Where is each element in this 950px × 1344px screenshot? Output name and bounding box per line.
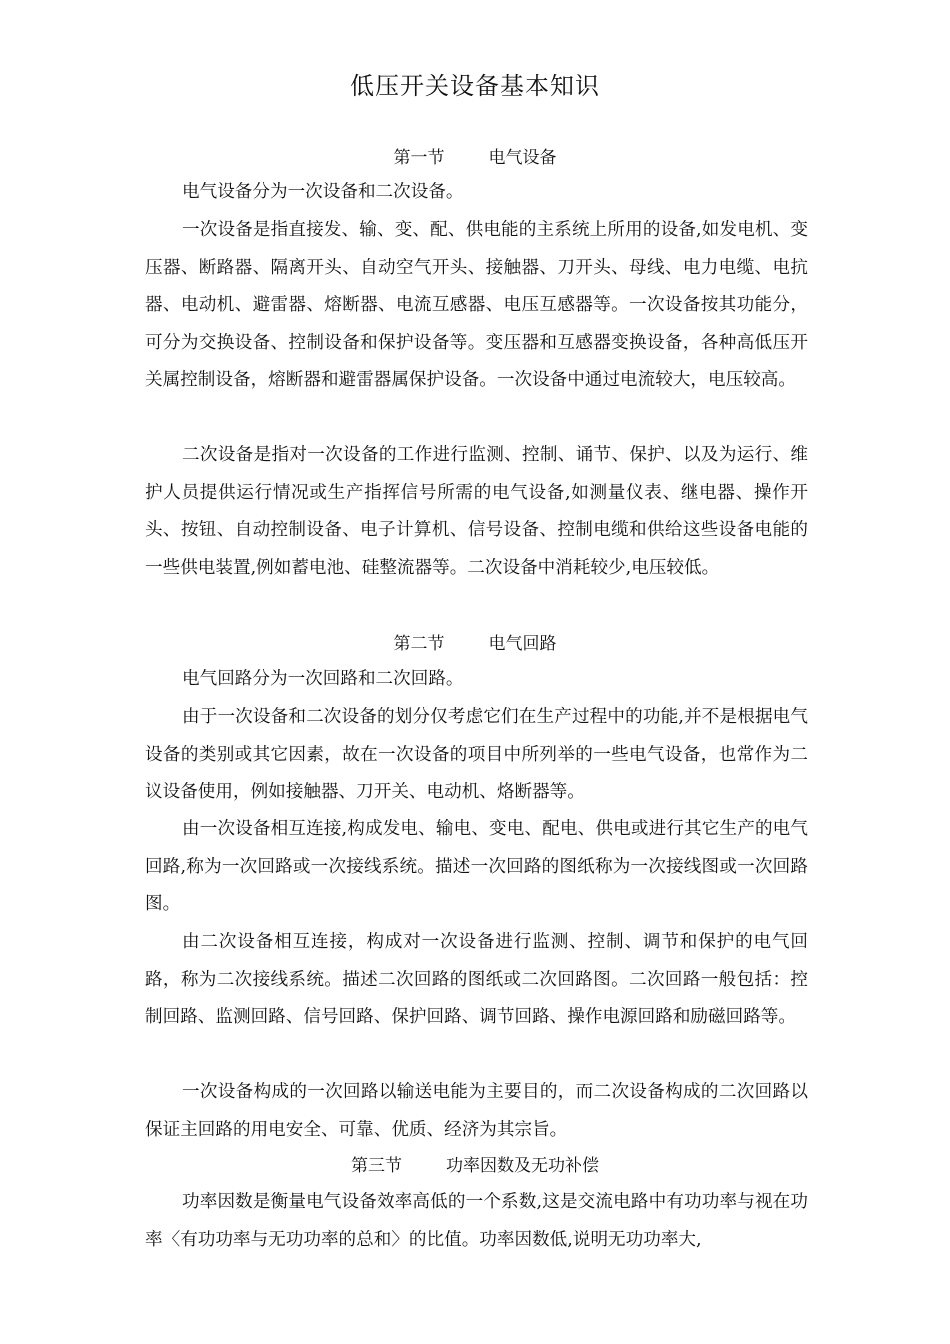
section-3-title: 功率因数及无功补偿 <box>446 1156 599 1176</box>
section-2-paragraph-1: 电气回路分为一次回路和二次回路。 <box>182 669 464 689</box>
section-1-paragraph-3: 二次设备是指对一次设备的工作进行监测、控制、诵节、保护、以及为运行、维护人员提供运行情况或生产指挥信号所需的电气设备,如测量仪表、继电器、操作开头、按钮、自动控制设备、电子计算机、信号设备、控制电缆和供给这些设备电能的一些供电装置,例如蓄电池、硅整流器等。二次设备中消耗较少,电压较低。 <box>145 445 808 578</box>
section-2-paragraph-4: 由二次设备相互连接，构成对一次设备进行监测、控制、调节和保护的电气回路，称为二次接线系统。描述二次回路的图纸或二次回路图。二次回路一般包括：控制回路、监测回路、信号回路、保护回路、调节回路、操作电源回路和励磁回路等。 <box>145 932 808 1027</box>
section-3-heading <box>0 1154 950 1178</box>
document-title: 低压开关设备基本知识 <box>350 72 600 100</box>
section-1-title: 电气设备 <box>488 148 557 168</box>
section-2-paragraph-5: 一次设备构成的一次回路以输送电能为主要目的，而二次设备构成的二次回路以保证主回路的用电安全、可靠、优质、经济为其宗旨。 <box>145 1082 808 1140</box>
section-3-number: 第三节 <box>351 1156 402 1176</box>
section-2-heading <box>0 632 950 656</box>
section-2-paragraph-3: 由一次设备相互连接,构成发电、输电、变电、配电、供电或进行其它生产的电气回路,称为一次回路或一次接线系统。描述一次回路的图纸称为一次接线图或一次回路图。 <box>145 819 808 914</box>
section-1-paragraph-1: 电气设备分为一次设备和二次设备。 <box>182 182 464 202</box>
section-1-number: 第一节 <box>393 148 445 168</box>
section-2-number: 第二节 <box>393 634 445 654</box>
section-1-paragraph-2: 一次设备是指直接发、输、变、配、供电能的主系统上所用的设备,如发电机、变压器、断路器、隔离开头、自动空气开头、接触器、刀开头、母线、电力电缆、电抗器、电动机、避雷器、熔断器、电流互感器、电压互感器等。一次设备按其功能分，可分为交换设备、控制设备和保护设备等。变压器和互感器变换设备，各种高低压开关属控制设备，熔断器和避雷器属保护设备。一次设备中通过电流较大，电压较高。 <box>145 220 808 390</box>
section-3-paragraph-1: 功率因数是衡量电气设备效率高低的一个系数,这是交流电路中有功功率与视在功率〈有功功率与无功功率的总和〉的比值。功率因数低,说明无功功率大, <box>145 1192 808 1250</box>
section-1-heading <box>0 146 950 170</box>
section-2-paragraph-2: 由于一次设备和二次设备的划分仅考虑它们在生产过程中的功能,并不是根据电气设备的类别或其它因素，故在一次设备的项目中所列举的一些电气设备，也常作为二议设备使用，例如接触器、刀开关、电动机、烙断器等。 <box>145 707 808 802</box>
section-2-title: 电气回路 <box>488 634 557 654</box>
